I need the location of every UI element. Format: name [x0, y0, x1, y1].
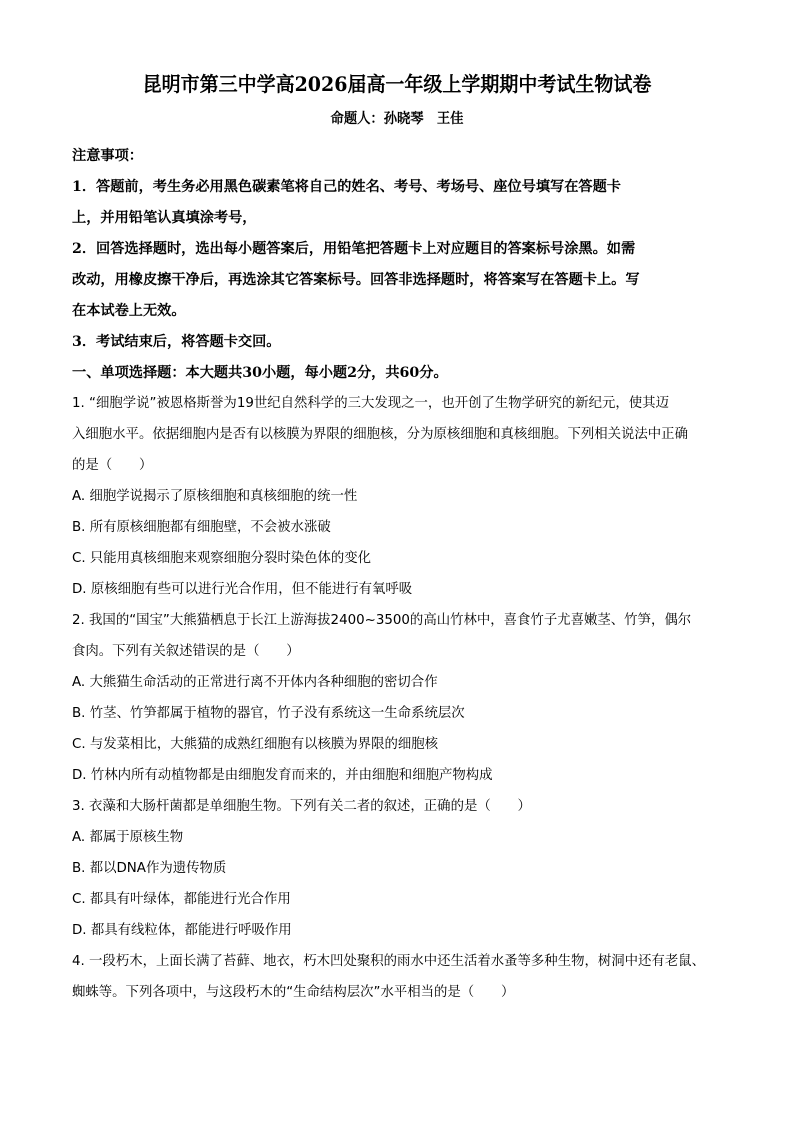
section-heading: 一、单项选择题：本大题共30小题，每小题2分，共60分。: [72, 365, 448, 381]
notes-item-2-line-1: 2．回答选择题时，选出每小题答案后，用铅笔把答题卡上对应题目的答案标号涂黑。如需: [72, 241, 636, 257]
question-2-stem-line-2: 食肉。下列有关叙述错误的是（ ）: [72, 644, 300, 659]
notes-item-2-line-2: 改动，用橡皮擦干净后，再选涂其它答案标号。回答非选择题时，将答案写在答题卡上。写: [72, 272, 640, 288]
question-1-option-a: A. 细胞学说揭示了原核细胞和真核细胞的统一性: [72, 489, 358, 504]
question-1-stem-line-1: 1. “细胞学说”被恩格斯誉为19世纪自然科学的三大发现之一，也开创了生物学研究的新纪元，使其迈: [72, 396, 669, 411]
notes-item-1-line-2: 上，并用铅笔认真填涂考号，: [72, 210, 257, 226]
question-3-stem-line-1: 3. 衣藻和大肠杆菌都是单细胞生物。下列有关二者的叙述，正确的是（ ）: [72, 799, 531, 814]
question-1-option-b: B. 所有原核细胞都有细胞壁，不会被水涨破: [72, 520, 331, 535]
question-1-option-c: C. 只能用真核细胞来观察细胞分裂时染色体的变化: [72, 551, 372, 566]
exam-authors: 命题人：孙晓琴 王佳: [330, 111, 464, 127]
question-2-option-a: A. 大熊猫生命活动的正常进行离不开体内各种细胞的密切合作: [72, 675, 438, 690]
question-3-option-d: D. 都具有线粒体，都能进行呼吸作用: [72, 923, 292, 938]
question-2-stem-line-1: 2. 我国的“国宝”大熊猫栖息于长江上游海拔2400~3500的高山竹林中，喜食竹子尤喜嫩茎、竹笋，偶尔: [72, 613, 692, 628]
question-3-option-c: C. 都具有叶绿体，都能进行光合作用: [72, 892, 291, 907]
exam-title: 昆明市第三中学高2026届高一年级上学期期中考试生物试卷: [142, 72, 652, 96]
question-4-stem-line-1: 4. 一段朽木，上面长满了苔藓、地衣，朽木凹处聚积的雨水中还生活着水蚤等多种生物，树洞中还有老鼠、: [72, 954, 705, 969]
question-2-option-d: D. 竹林内所有动植物都是由细胞发育而来的，并由细胞和细胞产物构成: [72, 768, 493, 783]
question-2-option-b: B. 竹茎、竹笋都属于植物的器官，竹子没有系统这一生命系统层次: [72, 706, 465, 721]
notes-item-2-line-3: 在本试卷上无效。: [72, 303, 186, 319]
question-2-option-c: C. 与发菜相比，大熊猫的成熟红细胞有以核膜为界限的细胞核: [72, 737, 439, 752]
notes-item-1-line-1: 1．答题前，考生务必用黑色碳素笔将自己的姓名、考号、考场号、座位号填写在答题卡: [72, 179, 621, 195]
question-1-option-d: D. 原核细胞有些可以进行光合作用，但不能进行有氧呼吸: [72, 582, 413, 597]
question-1-stem-line-3: 的是（ ）: [72, 458, 153, 473]
question-1-stem-line-2: 入细胞水平。依据细胞内是否有以核膜为界限的细胞核，分为原核细胞和真核细胞。下列相关说法中正确: [72, 427, 688, 442]
notes-item-3: 3．考试结束后，将答题卡交回。: [72, 334, 281, 350]
question-4-stem-line-2: 蜘蛛等。下列各项中，与这段朽木的“生命结构层次”水平相当的是（ ）: [72, 985, 515, 1000]
question-3-option-a: A. 都属于原核生物: [72, 830, 184, 845]
question-3-option-b: B. 都以DNA作为遗传物质: [72, 861, 227, 876]
notes-heading: 注意事项：: [72, 148, 143, 164]
